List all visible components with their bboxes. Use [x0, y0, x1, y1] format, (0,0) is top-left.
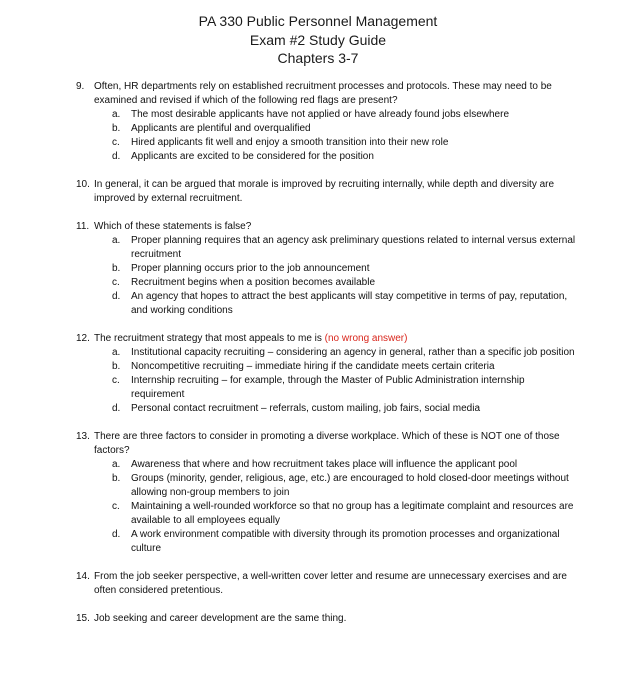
answer-option [94, 150, 576, 164]
option-letter: b. [112, 263, 121, 274]
option-text: An agency that hopes to attract the best applicants will stay competitive in terms of pay, reputation, and working conditions [131, 291, 568, 316]
option-text: Applicants are plentiful and overqualified [131, 123, 311, 134]
question-text-block [94, 570, 576, 598]
option-text: Proper planning requires that an agency ask preliminary questions related to internal versus external recruitment [131, 235, 576, 260]
option-text: Hired applicants fit well and enjoy a smooth transition into their new role [131, 137, 449, 148]
question-item [76, 430, 576, 556]
option-text: Personal contact recruitment – referrals, custom mailing, job fairs, social media [131, 403, 481, 414]
option-text: Internship recruiting – for example, through the Master of Public Administration internship requirement [131, 375, 525, 400]
question-text: The recruitment strategy that most appeals to me is [94, 333, 325, 344]
answer-option [94, 136, 576, 150]
question-text: Job seeking and career development are the same thing. [94, 613, 347, 624]
chapters-subtitle: Chapters 3-7 [277, 50, 359, 66]
question-item [76, 612, 576, 626]
question-item [76, 570, 576, 598]
answer-option [94, 360, 576, 374]
option-letter: b. [112, 473, 121, 484]
question-text-block [94, 430, 576, 458]
option-letter: d. [112, 403, 121, 414]
question-list [76, 80, 576, 640]
option-text: Recruitment begins when a position becomes available [131, 277, 376, 288]
question-text-block [94, 332, 576, 346]
option-letter: d. [112, 291, 121, 302]
question-number: 15. [76, 613, 90, 624]
question-note: (no wrong answer) [324, 333, 408, 344]
answer-option [94, 122, 576, 136]
question-text-block [94, 612, 576, 626]
question-text-block [94, 220, 576, 234]
document-header [0, 12, 636, 68]
option-text: Applicants are excited to be considered for the position [131, 151, 374, 162]
option-text: A work environment compatible with diversity through its promotion processes and organizational culture [131, 529, 560, 554]
question-text-block [94, 178, 576, 206]
option-text: Maintaining a well-rounded workforce so that no group has a legitimate complaint and resources are available to all employees equally [131, 501, 574, 526]
question-number: 12. [76, 333, 90, 344]
option-letter: a. [112, 109, 121, 120]
question-number: 13. [76, 431, 90, 442]
answer-option [94, 402, 576, 416]
answer-option [94, 528, 576, 556]
answer-option [94, 472, 576, 500]
option-text: Groups (minority, gender, religious, age, etc.) are encouraged to hold closed-door meetings without allowing non-group members to join [131, 473, 569, 498]
exam-title: Exam #2 Study Guide [249, 31, 387, 48]
answer-option [94, 290, 576, 318]
question-number: 10. [76, 179, 90, 190]
question-text: In general, it can be argued that morale is improved by recruiting internally, while depth and diversity are improved by external recruitment. [94, 179, 555, 204]
option-text: The most desirable applicants have not applied or have already found jobs elsewhere [131, 109, 510, 120]
answer-options [94, 458, 576, 556]
answer-option [94, 276, 576, 290]
answer-option [94, 234, 576, 262]
option-letter: a. [112, 347, 121, 358]
course-title: PA 330 Public Personnel Management [198, 13, 438, 29]
question-item [76, 178, 576, 206]
answer-option [94, 262, 576, 276]
answer-options [94, 234, 576, 318]
option-letter: c. [112, 375, 120, 386]
answer-option [94, 458, 576, 472]
question-text: From the job seeker perspective, a well-written cover letter and resume are unnecessary exercises and are often considered pretentious. [94, 571, 567, 596]
question-text: There are three factors to consider in promoting a diverse workplace. Which of these is NOT one of those factors? [94, 431, 560, 456]
answer-option [94, 500, 576, 528]
option-letter: d. [112, 529, 121, 540]
question-number: 11. [76, 221, 90, 232]
answer-option [94, 346, 576, 360]
answer-options [94, 108, 576, 164]
question-text: Often, HR departments rely on established recruitment processes and protocols. These may need to be examined and revised if which of the following red flags are present? [94, 81, 552, 106]
question-item [76, 332, 576, 416]
question-item [76, 80, 576, 164]
option-text: Proper planning occurs prior to the job announcement [131, 263, 370, 274]
option-letter: b. [112, 123, 121, 134]
option-text: Noncompetitive recruiting – immediate hiring if the candidate meets certain criteria [131, 361, 495, 372]
question-number: 14. [76, 571, 90, 582]
question-item [76, 220, 576, 318]
question-text-block [94, 80, 576, 108]
option-letter: b. [112, 361, 121, 372]
answer-option [94, 108, 576, 122]
option-text: Institutional capacity recruiting – considering an agency in general, rather than a specific job position [131, 347, 575, 358]
option-letter: a. [112, 235, 121, 246]
option-letter: d. [112, 151, 121, 162]
option-letter: c. [112, 501, 120, 512]
answer-option [94, 374, 576, 402]
option-text: Awareness that where and how recruitment takes place will influence the applicant pool [131, 459, 518, 470]
question-number: 9. [76, 81, 85, 92]
option-letter: c. [112, 137, 120, 148]
option-letter: c. [112, 277, 120, 288]
question-text: Which of these statements is false? [94, 221, 252, 232]
option-letter: a. [112, 459, 121, 470]
answer-options [94, 346, 576, 416]
